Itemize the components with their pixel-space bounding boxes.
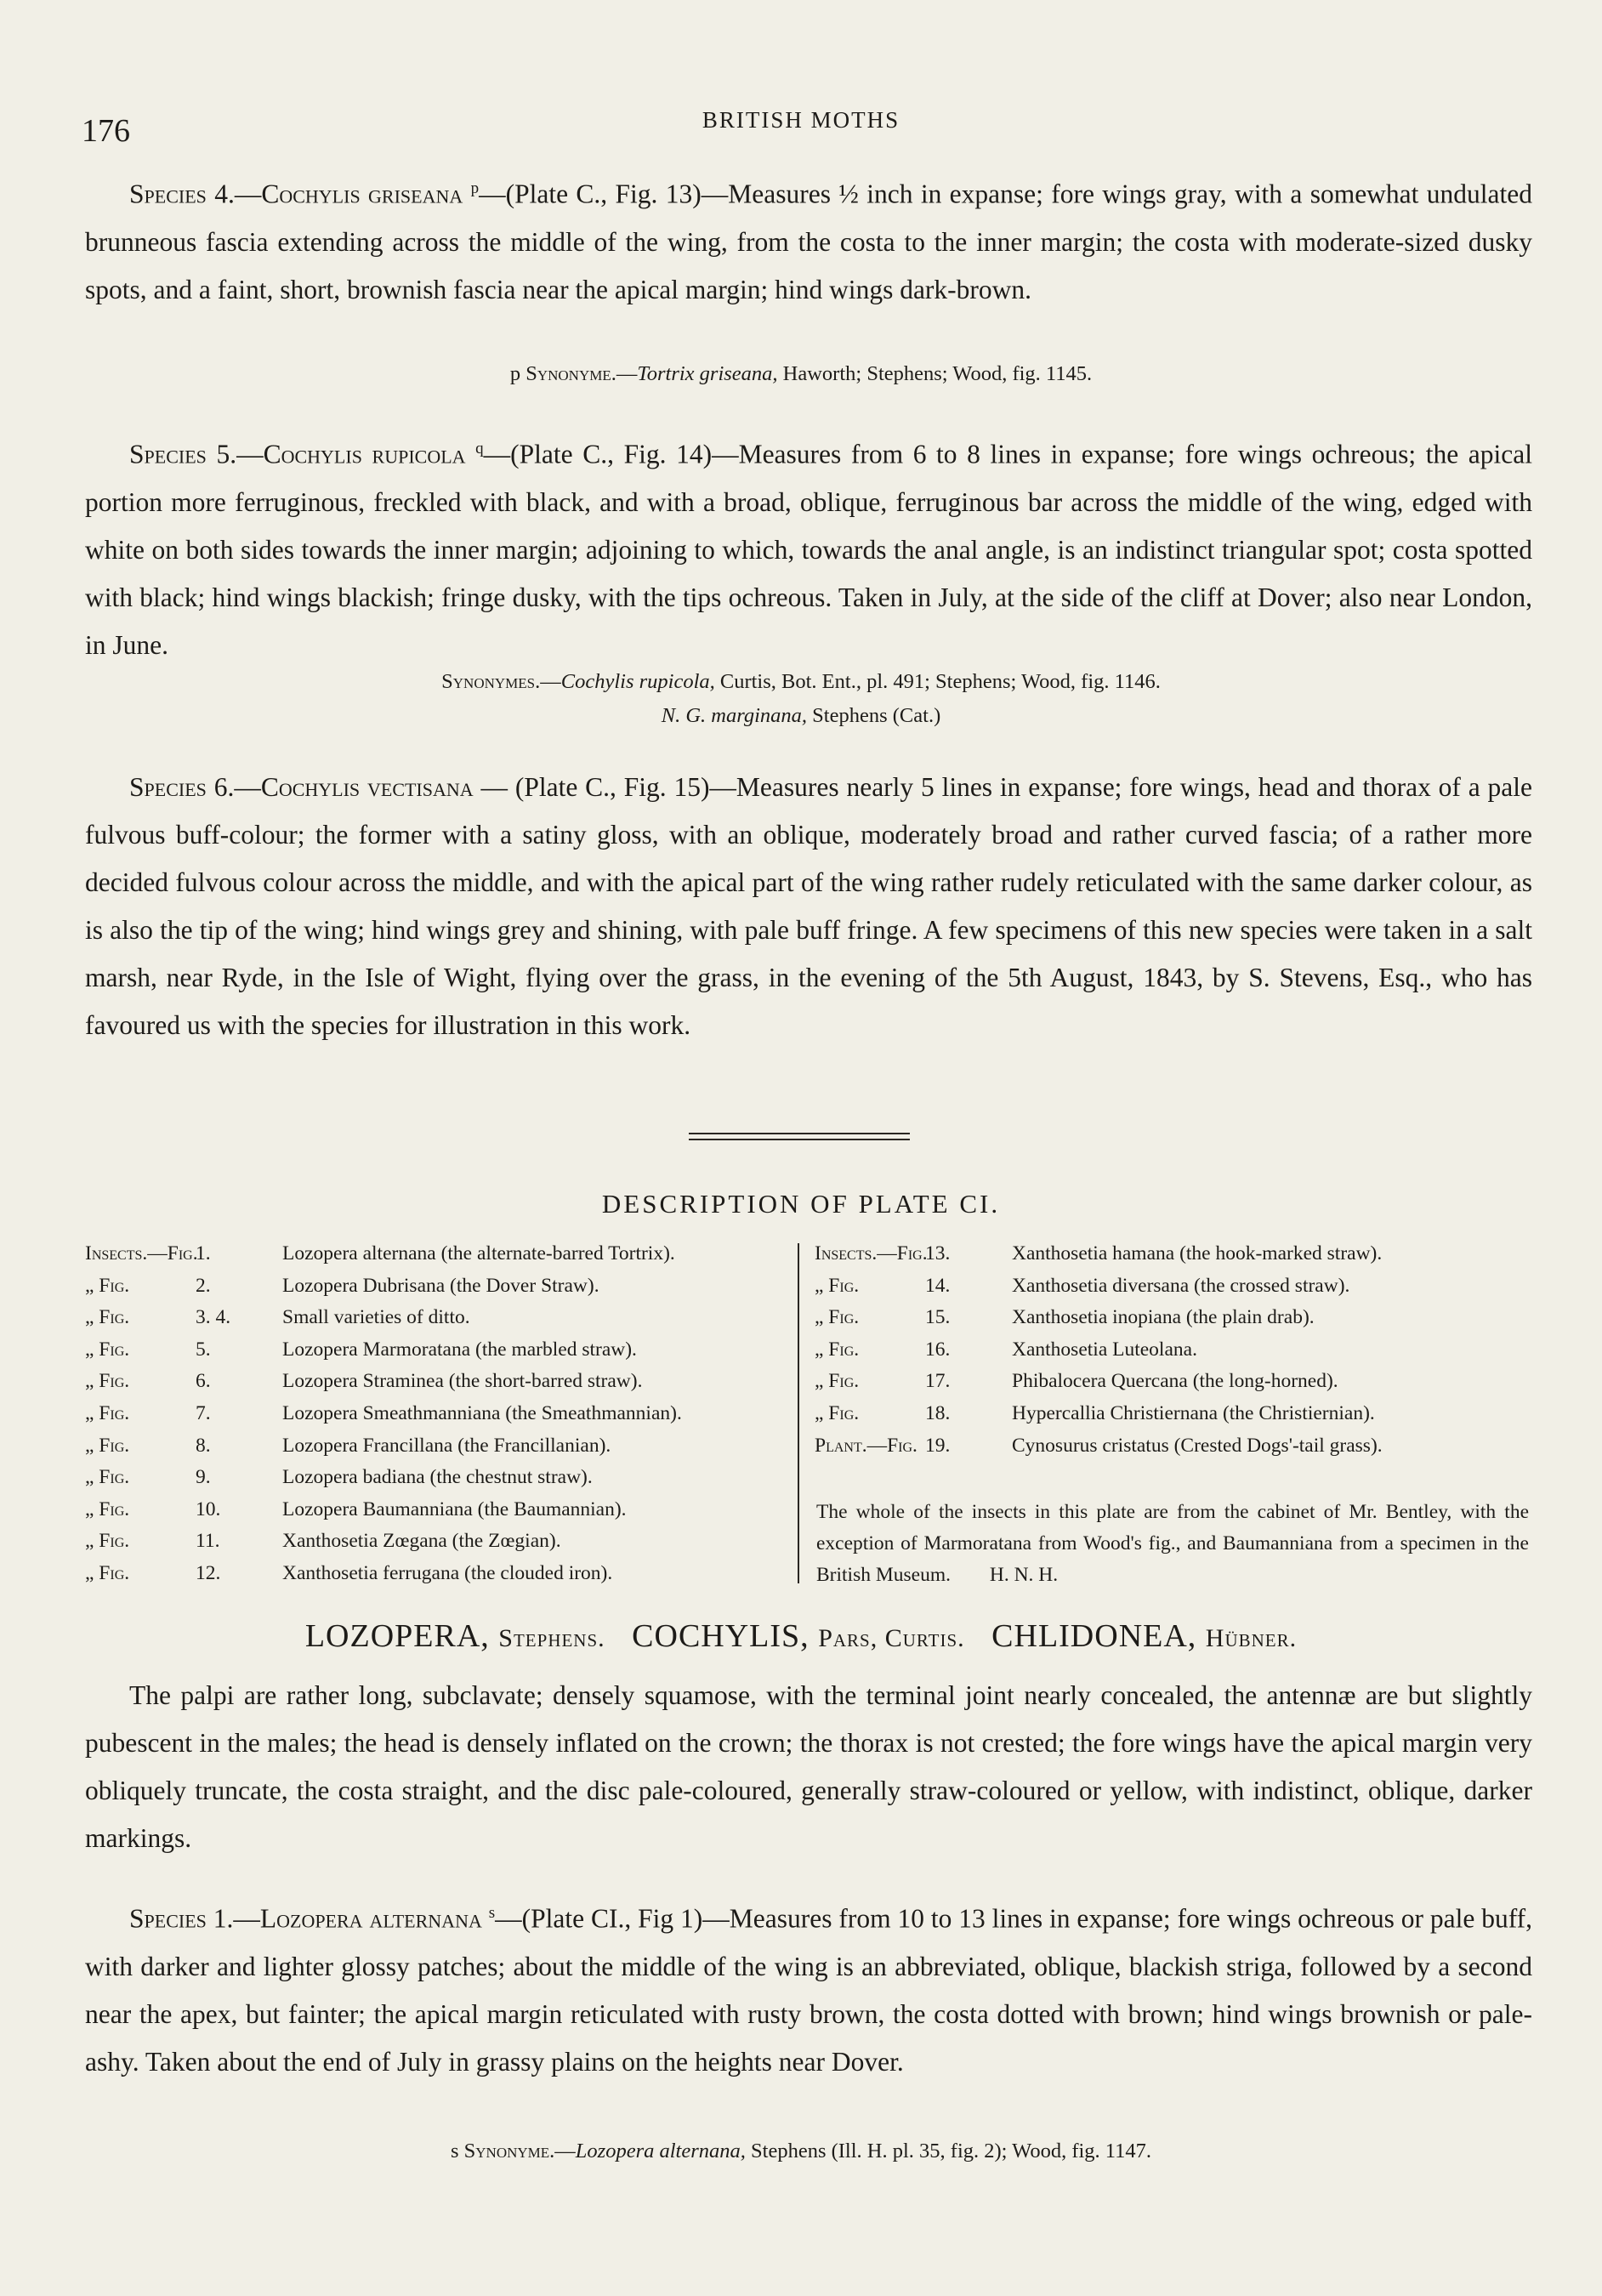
plate-figure-entry: „ Fig. 8. Lozopera Francillana (the Francillanian). <box>85 1434 611 1457</box>
species-1-paragraph <box>85 1890 1532 2086</box>
initials: H. N. H. <box>989 1564 1059 1586</box>
plate-figure-entry: „ Fig. 11. Xanthosetia Zœgana (the Zœgian). <box>85 1530 561 1553</box>
plate-figure-entry: „ Fig. 12. Xanthosetia ferrugana (the clouded iron). <box>85 1561 613 1584</box>
plate-figure-entry: „ Fig. 15. Xanthosetia inopiana (the plain drab). <box>815 1306 1315 1329</box>
genus-heading: LOZOPERA, Stephens. COCHYLIS, Pars, Curtis. CHLIDONEA, Hübner. <box>304 1618 1298 1654</box>
plate-figure-entry: Insects.—Fig.1. Lozopera alternana (the alternate-barred Tortrix). <box>85 1242 675 1265</box>
species-label: Species 4.—Cochylis griseana <box>129 179 463 209</box>
running-title: BRITISH MOTHS <box>702 107 900 133</box>
species-1-footnote: s Synonyme.—Lozopera alternana, Stephens (Ill. H. pl. 35, fig. 2); Wood, fig. 1147. <box>450 2140 1151 2162</box>
plate-figure-entry: „ Fig. 3. 4. Small varieties of ditto. <box>85 1306 470 1329</box>
plate-figure-entry: „ Fig. 5. Lozopera Marmoratana (the marbled straw). <box>85 1338 637 1361</box>
footnote-ref: s <box>488 1904 496 1922</box>
column-divider <box>798 1243 799 1583</box>
plate-figure-entry: „ Fig. 14. Xanthosetia diversana (the crossed straw). <box>815 1274 1350 1297</box>
plate-figure-entry: „ Fig. 6. Lozopera Straminea (the short-barred straw). <box>85 1370 643 1393</box>
species-5-footnote: Synonymes.—Cochylis rupicola, Curtis, Bot. Ent., pl. 491; Stephens; Wood, fig. 1146. N. G. marginana, Stephens (Cat.) <box>441 670 1161 727</box>
footnote-ref: q <box>475 440 484 457</box>
plate-figure-entry: „ Fig. 16. Xanthosetia Luteolana. <box>815 1338 1197 1361</box>
section-divider <box>689 1133 910 1145</box>
plate-figure-entry: Insects.—Fig.13. Xanthosetia hamana (the hook-marked straw). <box>815 1242 1383 1265</box>
plate-figure-entry: „ Fig. 18. Hypercallia Christiernana (the Christiernian). <box>815 1401 1375 1424</box>
species-4-paragraph <box>85 165 1532 314</box>
plate-figures-right <box>815 1238 1534 1462</box>
plate-figure-entry: Plant.—Fig. 19. Cynosurus cristatus (Crested Dogs'-tail grass). <box>815 1434 1383 1457</box>
species-text: —(Plate CI., Fig 1)—Measures from 10 to 13 lines in expanse; fore wings ochreous or pale buff, with darker and lighter glossy patches; about the middle of the wing is an abbreviated, oblique, blackish striga, followed by a second near the apex, but fainter; the apical margin reticulated with rusty brown, the costa dotted with brown; hind wings brownish or pale-ashy. Taken about the end of July in grassy plains on the heights near Dover. <box>85 1903 1533 2077</box>
plate-figures-left <box>85 1238 799 1590</box>
species-text: —(Plate C., Fig. 14)—Measures from 6 to 8 lines in expanse; fore wings ochreous; the apical portion more ferruginous, freckled with black, and with a broad, oblique, ferruginous bar across the middle of the wing, edged with white on both sides towards the inner margin; adjoining to which, towards the anal angle, is an indistinct triangular spot; costa spotted with black; hind wings blackish; fringe dusky, with the tips ochreous. Taken in July, at the side of the cliff at Dover; also near London, in June. <box>85 439 1532 660</box>
species-4-footnote: p Synonyme.—Tortrix griseana, Haworth; Stephens; Wood, fig. 1145. <box>509 362 1093 385</box>
species-5-paragraph <box>85 425 1532 669</box>
species-label: Species 1.—Lozopera alternana <box>129 1903 482 1934</box>
plate-figure-entry: „ Fig. 9. Lozopera badiana (the chestnut straw). <box>85 1466 593 1489</box>
page-number: 176 <box>82 113 130 149</box>
species-label: Species 6.—Cochylis vectisana <box>129 772 474 802</box>
species-text: —(Plate C., Fig. 13)—Measures ½ inch in expanse; fore wings gray, with a somewhat undulated brunneous fascia extending across the middle of the wing, from the costa to the inner margin; the costa with moderate-sized dusky spots, and a faint, short, brownish fascia near the apical margin; hind wings dark-brown. <box>85 179 1532 304</box>
species-6-paragraph <box>85 764 1532 1049</box>
plate-figure-entry: „ Fig. 2. Lozopera Dubrisana (the Dover Straw). <box>85 1274 599 1297</box>
species-label: Species 5.—Cochylis rupicola <box>129 439 466 469</box>
plate-figure-entry: „ Fig. 7. Lozopera Smeathmanniana (the Smeathmannian). <box>85 1401 682 1424</box>
plate-figure-entry: „ Fig. 17. Phibalocera Quercana (the long-horned). <box>815 1370 1338 1393</box>
genus-description: The palpi are rather long, subclavate; densely squamose, with the terminal joint nearly concealed, the antennæ are but slightly pubescent in the males; the head is densely inflated on the crown; the thorax is not crested; the fore wings have the apical margin very obliquely truncate, the costa straight, and the disc pale-coloured, generally straw-coloured or yellow, with indistinct, oblique, darker markings. <box>85 1680 1532 1853</box>
plate-figure-entry: „ Fig. 10. Lozopera Baumanniana (the Baumannian). <box>85 1498 627 1520</box>
plate-heading: DESCRIPTION OF PLATE CI. <box>601 1189 1001 1219</box>
plate-note: The whole of the insects in this plate are from the cabinet of Mr. Bentley, with the exception of Marmoratana from Wood's fig., and Baumanniana from a specimen in the British Museum. H. N. H. <box>816 1501 1529 1586</box>
species-text: — (Plate C., Fig. 15)—Measures nearly 5 lines in expanse; fore wings, head and thorax of a pale fulvous buff-colour; the former with a satiny gloss, with an oblique, moderately broad and rather curved fascia; of a rather more decided fulvous colour across the middle, and with the apical part of the wing rather rudely reticulated with the same darker colour, as is also the tip of the wing; hind wings grey and shining, with pale buff fringe. A few specimens of this new species were taken in a salt marsh, near Ryde, in the Isle of Wight, flying over the grass, in the evening of the 5th August, 1843, by S. Stevens, Esq., who has favoured us with the species for illustration in this work. <box>85 772 1532 1040</box>
footnote-ref: p <box>470 179 480 197</box>
